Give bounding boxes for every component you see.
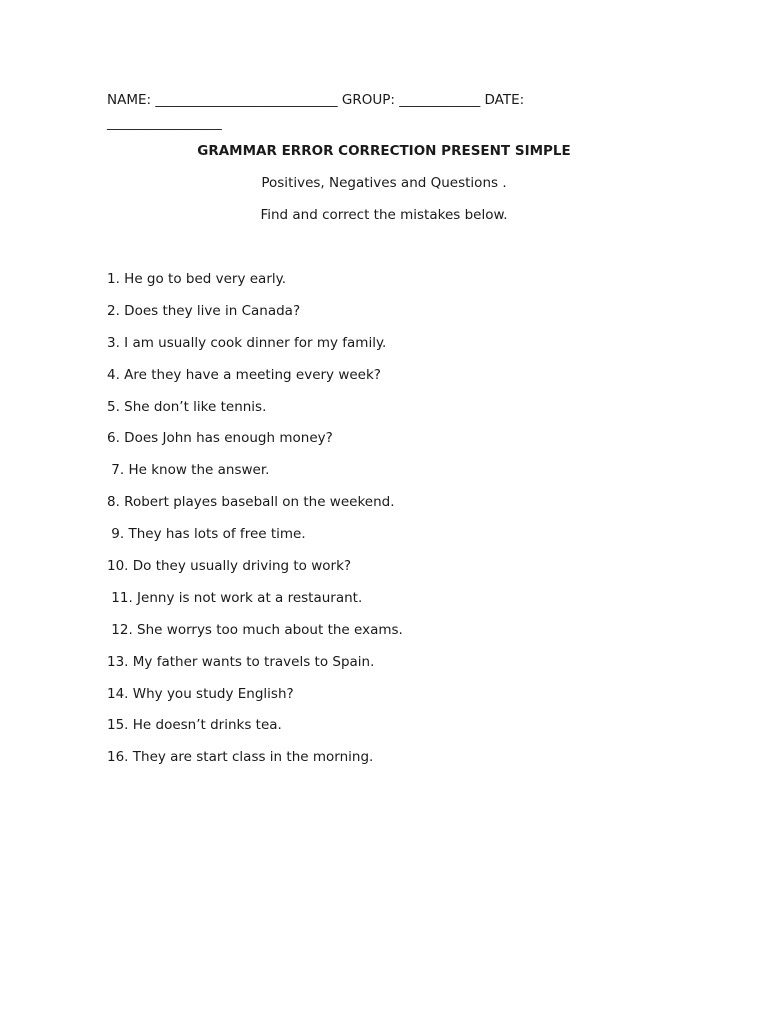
list-item: 16. They are start class in the morning. — [107, 749, 374, 766]
worksheet-subtitle: Positives, Negatives and Questions . — [261, 175, 507, 191]
header-fields: NAME: ___________________________ GROUP: ____________ DATE: — [107, 92, 525, 108]
list-item: 12. She worrys too much about the exams. — [107, 621, 403, 638]
date-blank: _________________ — [107, 115, 222, 131]
list-item: 11. Jenny is not work at a restaurant. — [107, 589, 363, 606]
sentence-list — [107, 270, 403, 780]
list-item: 6. Does John has enough money? — [107, 430, 333, 447]
list-item: 13. My father wants to travels to Spain. — [107, 653, 375, 670]
worksheet-instructions: Find and correct the mistakes below. — [260, 207, 508, 223]
list-item: 3. I am usually cook dinner for my family. — [107, 334, 387, 351]
list-item: 8. Robert playes baseball on the weekend. — [107, 494, 395, 511]
list-item: 5. She don’t like tennis. — [107, 398, 267, 415]
list-item: 2. Does they live in Canada? — [107, 302, 301, 319]
list-item: 7. He know the answer. — [107, 462, 270, 479]
list-item: 14. Why you study English? — [107, 685, 294, 702]
list-item: 15. He doesn’t drinks tea. — [107, 717, 282, 734]
list-item: 1. He go to bed very early. — [107, 271, 286, 287]
list-item: 4. Are they have a meeting every week? — [107, 366, 381, 383]
list-item: 10. Do they usually driving to work? — [107, 558, 352, 575]
list-item: 9. They has lots of free time. — [107, 526, 306, 543]
worksheet-title: GRAMMAR ERROR CORRECTION PRESENT SIMPLE — [197, 143, 571, 159]
